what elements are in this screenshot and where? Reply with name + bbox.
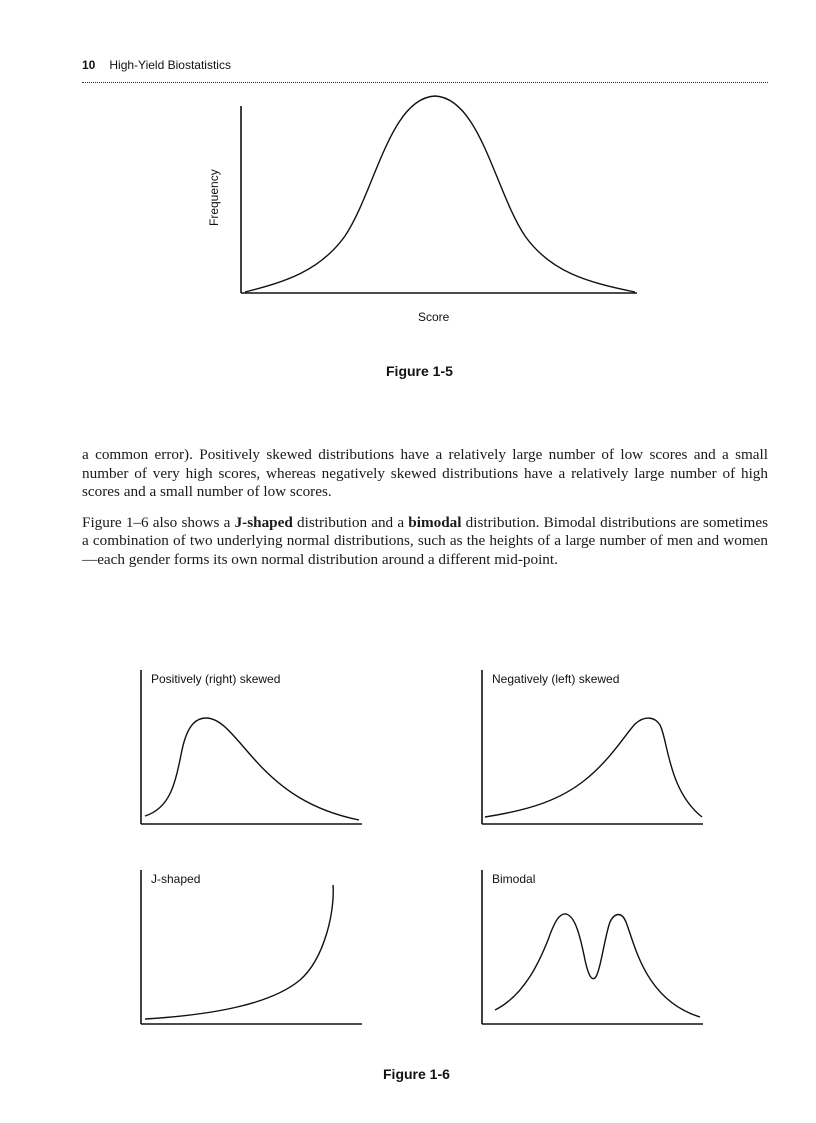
p2-term-j-shaped: J-shaped — [234, 513, 293, 531]
header-dotted-rule — [82, 82, 768, 83]
panel-1-title: Positively (right) skewed — [151, 672, 281, 686]
panel-2-curve — [485, 718, 702, 817]
panel-4-title: Bimodal — [492, 872, 536, 886]
panel-j-shaped — [141, 870, 362, 1024]
fig-1-5-normal-curve — [245, 96, 635, 292]
panel-4-curve — [495, 914, 700, 1017]
figure-1-5 — [190, 86, 660, 331]
figure-1-5-caption: Figure 1-5 — [386, 363, 453, 379]
panel-1-curve — [145, 718, 359, 820]
p2-mid: distribution and a — [292, 513, 409, 531]
panel-bimodal — [482, 870, 703, 1024]
panel-2-title: Negatively (left) skewed — [492, 672, 620, 686]
running-title: High-Yield Biostatistics — [109, 58, 231, 72]
figure-1-6 — [130, 660, 720, 1035]
fig-1-5-x-label: Score — [418, 310, 450, 324]
page-number: 10 — [82, 58, 96, 72]
paragraph-1: a common error). Positively skewed distributions have a relatively large number of low scores and a small number of very high scores, whereas negatively skewed distributions have a relatively large number of high scores and a small number of low scores. — [82, 446, 768, 500]
panel-3-title: J-shaped — [151, 872, 201, 886]
panel-3-curve — [145, 885, 333, 1019]
body-text — [82, 446, 768, 569]
figure-1-6-caption: Figure 1-6 — [383, 1066, 450, 1082]
fig-1-5-y-label: Frequency — [207, 169, 221, 226]
p2-term-bimodal: bimodal — [408, 513, 462, 531]
panel-positively-skewed — [141, 670, 362, 824]
p2-start: Figure 1–6 also shows a — [82, 513, 235, 531]
p2-end: distribution. Bimodal distributions are sometimes a combination of two underlying normal distributions, such as the heights of a large number of men and women—each gender forms its own normal distribution around a different mid-point. — [82, 513, 768, 568]
running-header — [82, 58, 231, 72]
panel-negatively-skewed — [482, 670, 703, 824]
paragraph-2 — [82, 514, 768, 570]
